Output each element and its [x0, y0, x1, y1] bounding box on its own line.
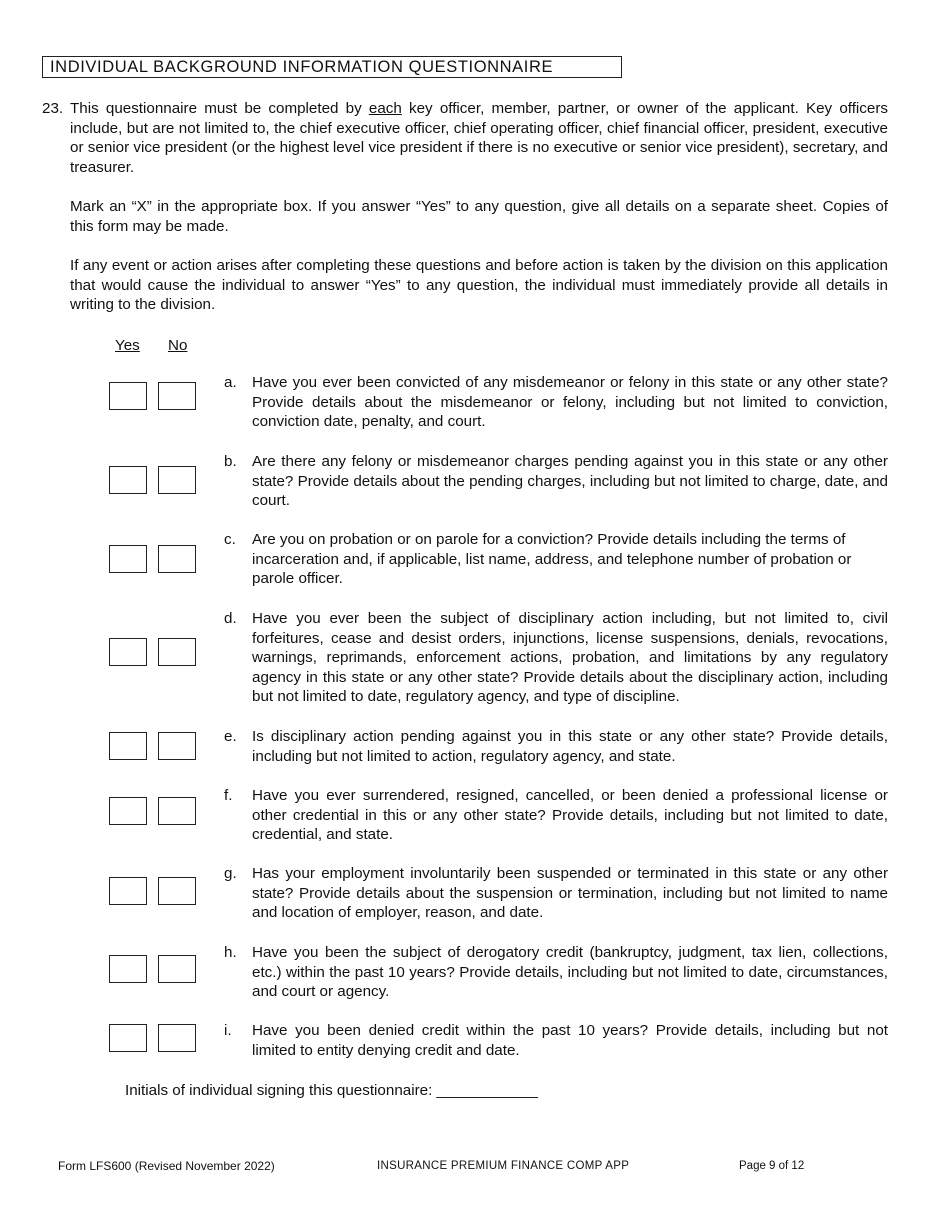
question-h-no-checkbox[interactable] — [158, 955, 196, 983]
question-h-yes-checkbox[interactable] — [109, 955, 147, 983]
intro-paragraph-2: Mark an “X” in the appropriate box. If you answer “Yes” to any question, give all details on a separate sheet. Copies of this form may be made. — [70, 198, 888, 235]
question-i-letter: i. — [224, 1022, 232, 1039]
question-e-letter: e. — [224, 728, 237, 745]
question-f-letter: f. — [224, 787, 233, 804]
question-g-letter: g. — [224, 865, 237, 882]
question-i-no-checkbox[interactable] — [158, 1024, 196, 1052]
question-a-letter: a. — [224, 374, 237, 391]
question-c-yes-checkbox[interactable] — [109, 545, 147, 573]
question-e-no-checkbox[interactable] — [158, 732, 196, 760]
intro-paragraph-3: If any event or action arises after completing these questions and before action is taken by the division on this application that would cause the individual to answer “Yes” to any question, the individual must immediately provide all details in writing to the division. — [70, 257, 888, 314]
question-c-letter: c. — [224, 531, 236, 548]
intro-emphasis-each: each — [368, 100, 402, 117]
question-f-yes-checkbox[interactable] — [109, 797, 147, 825]
footer-form-number: Form LFS600 (Revised November 2022) — [58, 1159, 275, 1173]
footer-application-name: INSURANCE PREMIUM FINANCE COMP APP — [377, 1160, 630, 1172]
question-a-text: Have you ever been convicted of any misdemeanor or felony in this state or any other state? Provide details about the misdemeanor or felony, including but not limited to conviction, conviction date, penalty, and court. — [252, 374, 888, 431]
question-d-yes-checkbox[interactable] — [109, 638, 147, 666]
question-c-no-checkbox[interactable] — [158, 545, 196, 573]
intro-paragraph-1 — [70, 99, 888, 177]
question-b-yes-checkbox[interactable] — [109, 466, 147, 494]
no-column-header: No — [168, 337, 188, 354]
intro-text-a: This questionnaire must be completed by — [70, 100, 369, 117]
question-e-yes-checkbox[interactable] — [109, 732, 147, 760]
question-e-text: Is disciplinary action pending against you in this state or any other state? Provide details, including but not limited to action, regulatory agency, and state. — [252, 728, 888, 765]
footer-page-number: Page 9 of 12 — [739, 1160, 805, 1172]
question-d-text: Have you ever been the subject of disciplinary action including, but not limited to, civil forfeitures, cease and desist orders, injunctions, license suspensions, denials, revocations, warnings, reprimands, enforcement actions, probation, and limitations by any regulatory agency in this state or any other state? Provide details about the disciplinary action, including but not limited to date, regulatory agency, and type of discipline. — [252, 610, 888, 706]
question-d-letter: d. — [224, 610, 237, 627]
question-i-yes-checkbox[interactable] — [109, 1024, 147, 1052]
question-b-letter: b. — [224, 453, 237, 470]
initials-line[interactable]: Initials of individual signing this questionnaire: ____________ — [125, 1082, 538, 1099]
question-c-text: Are you on probation or on parole for a conviction? Provide details including the terms of incarceration and, if applicable, list name, address, and telephone number of probation or parole officer. — [252, 531, 852, 588]
questionnaire-title: INDIVIDUAL BACKGROUND INFORMATION QUESTIONNAIRE — [42, 56, 622, 78]
question-g-yes-checkbox[interactable] — [109, 877, 147, 905]
question-number: 23. — [42, 100, 64, 117]
question-f-text: Have you ever surrendered, resigned, cancelled, or been denied a professional license or other credential in this or any other state? Provide details, including but not limited to date, credential, and state. — [252, 787, 888, 844]
intro-text-b: key officer, member, partner, or owner of the applicant. Key officers include, but are not limited to, the chief executive officer, chief operating officer, chief financial officer, president, executive or senior vice president (or the highest level vice president if there is no executive or senior vice president), secretary, and treasurer. — [70, 100, 888, 176]
question-g-text: Has your employment involuntarily been suspended or terminated in this state or any other state? Provide details about the suspension or termination, including but not limited to name and location of employer, reason, and date. — [252, 865, 888, 922]
question-a-yes-checkbox[interactable] — [109, 382, 147, 410]
question-b-no-checkbox[interactable] — [158, 466, 196, 494]
question-b-text: Are there any felony or misdemeanor charges pending against you in this state or any other state? Provide details about the pending charges, including but not limited to charge, date, and court. — [252, 453, 888, 510]
question-f-no-checkbox[interactable] — [158, 797, 196, 825]
question-h-letter: h. — [224, 944, 237, 961]
question-i-text: Have you been denied credit within the past 10 years? Provide details, including but not limited to entity denying credit and date. — [252, 1022, 888, 1059]
question-h-text: Have you been the subject of derogatory credit (bankruptcy, judgment, tax lien, collections, etc.) within the past 10 years? Provide details, including but not limited to date, circumstances, and court or agency. — [252, 944, 888, 1001]
yes-column-header: Yes — [115, 337, 140, 354]
question-d-no-checkbox[interactable] — [158, 638, 196, 666]
question-a-no-checkbox[interactable] — [158, 382, 196, 410]
question-g-no-checkbox[interactable] — [158, 877, 196, 905]
